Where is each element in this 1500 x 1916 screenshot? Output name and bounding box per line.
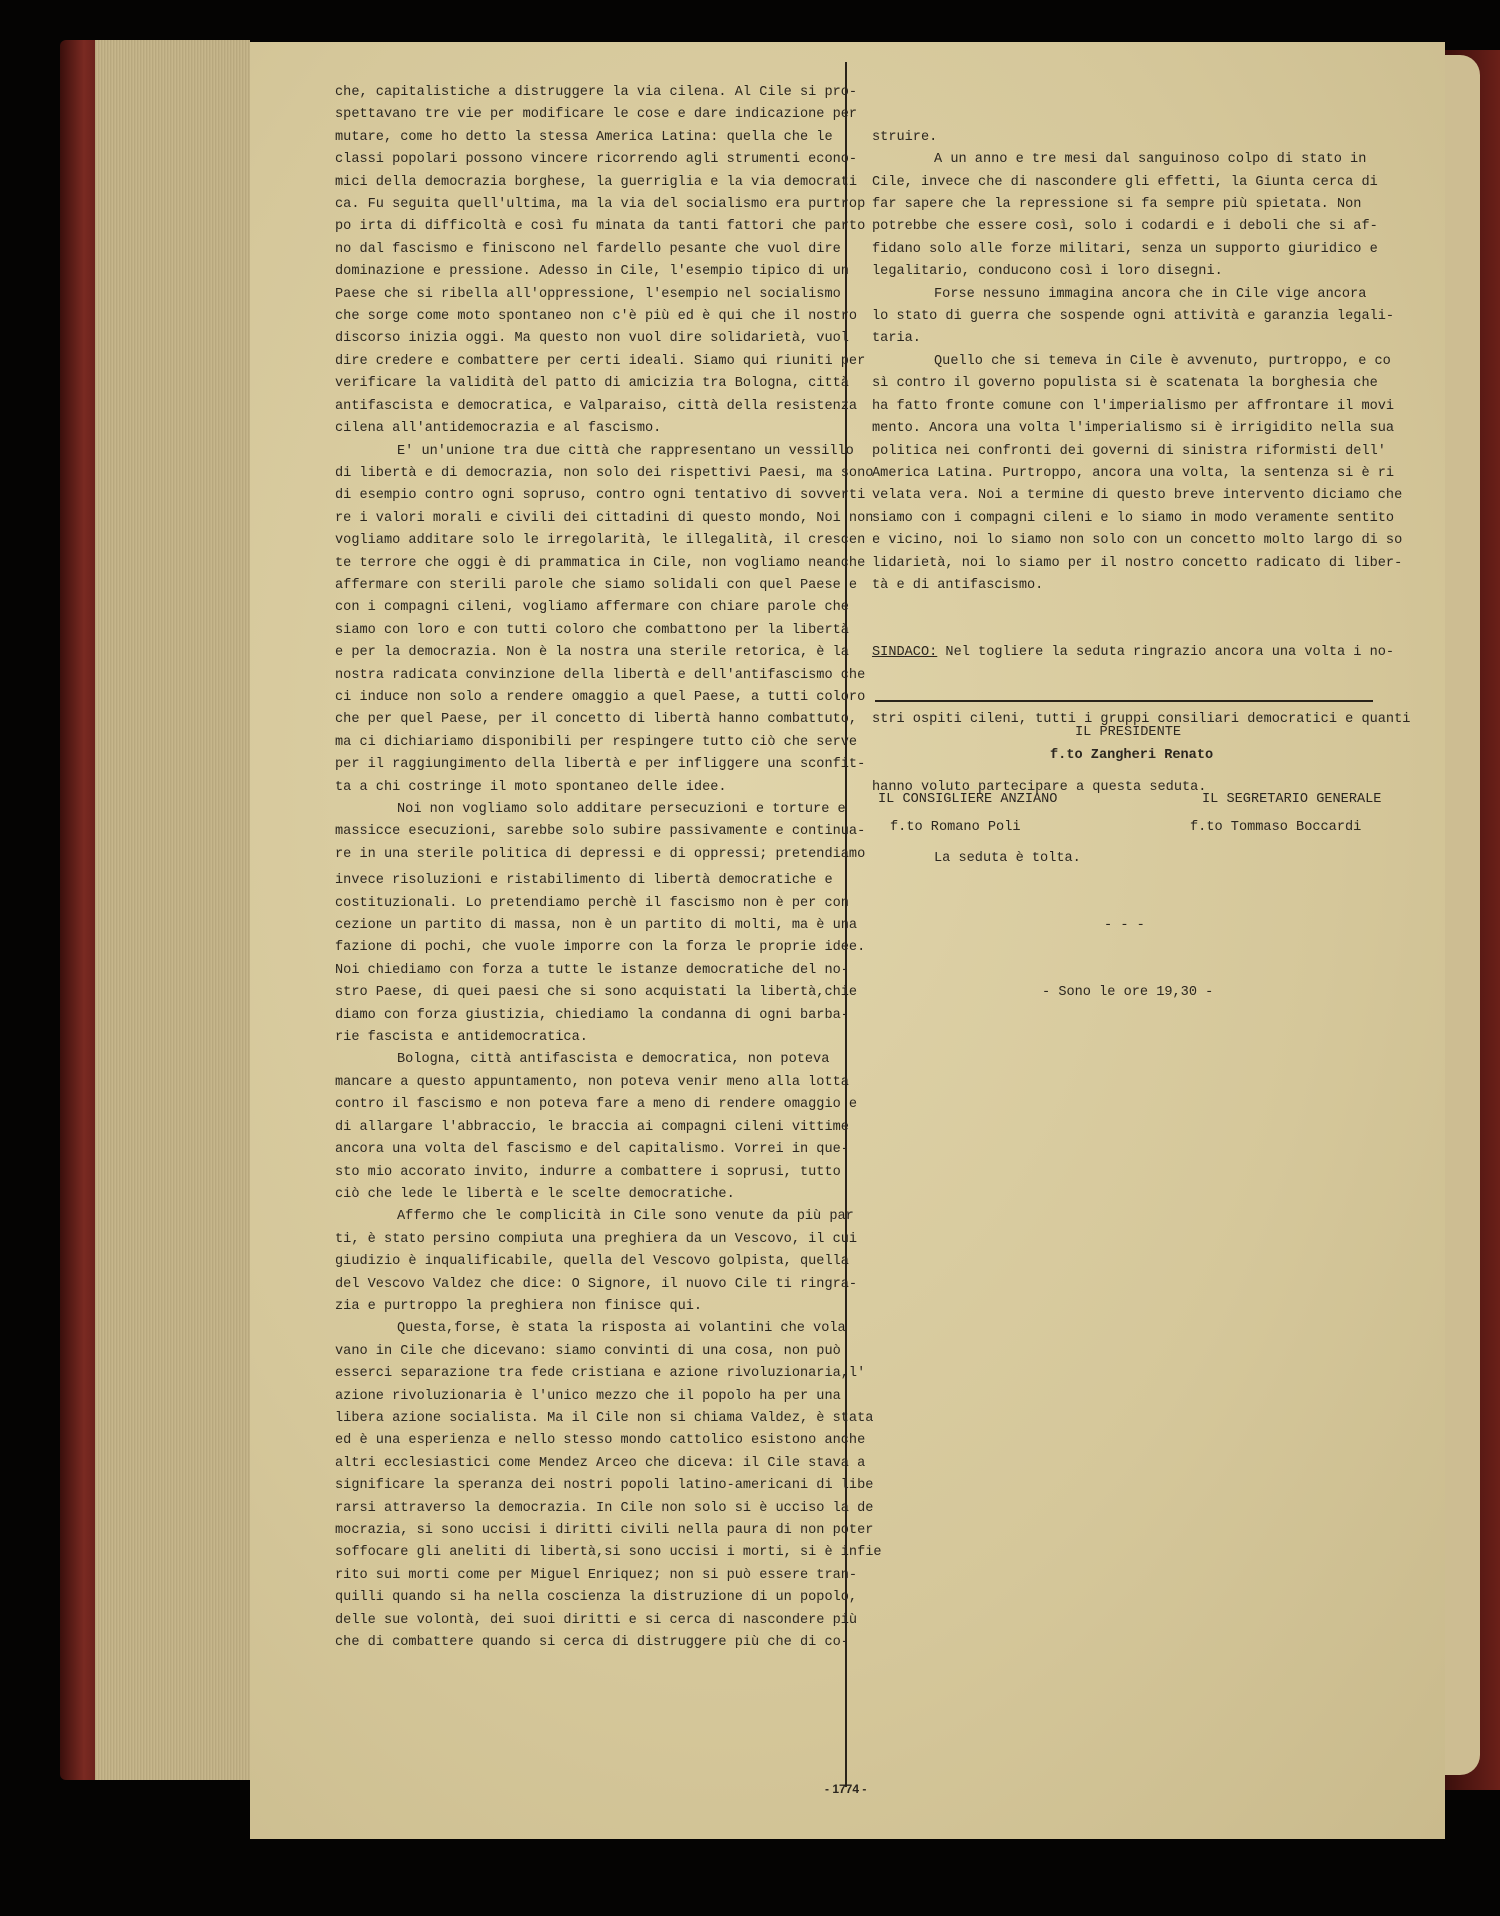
left-text-line: di allargare l'abbraccio, le braccia ai compagni cileni vittime (335, 1119, 849, 1135)
right-text-line: siamo con i compagni cileni e lo siamo in modo veramente sentito (872, 510, 1395, 526)
right-text-line: potrebbe che essere così, solo i codardi e i deboli che si af- (872, 219, 1378, 235)
left-text-line: mancare a questo appuntamento, non poteva venir meno alla lotta (335, 1074, 849, 1090)
left-text-line: Noi non vogliamo solo additare persecuzioni e torture e (397, 802, 846, 817)
left-text-line: libera azione socialista. Ma il Cile non si chiama Valdez, è stata (335, 1410, 874, 1426)
left-text-line: zia e purtroppo la preghiera non finisce qui. (335, 1298, 703, 1314)
right-text-line: mento. Ancora una volta l'imperialismo si è irrigidito nella sua (872, 421, 1395, 437)
left-text-line: esserci separazione tra fede cristiana e azione rivoluzionaria,l' (335, 1366, 866, 1382)
left-text-line: che, capitalistiche a distruggere la via cilena. Al Cile si pro- (335, 85, 858, 100)
right-text-line: lo stato di guerra che sospende ogni attività e garanzia legali- (872, 309, 1395, 325)
left-text-line: altri ecclesiastici come Mendez Arceo che diceva: il Cile stava a (335, 1455, 866, 1471)
right-text-line: Quello che si temeva in Cile è avvenuto, purtroppo, e co (934, 353, 1391, 369)
right-text-line: velata vera. Noi a termine di questo breve intervento diciamo che (872, 488, 1403, 504)
left-text-line: che di combattere quando si cerca di distruggere più che di co- (335, 1635, 849, 1651)
left-text-line: nostra radicata convinzione della libertà e dell'antifascismo che (335, 667, 866, 683)
left-text-line: classi popolari possono vincere ricorrendo agli strumenti econo- (335, 152, 858, 168)
left-text-line: affermare con sterili parole che siamo solidali con quel Paese e (335, 577, 858, 593)
left-text-line: stro Paese, di quei paesi che si sono acquistati la libertà,chie (335, 985, 858, 1001)
segretario-name: f.to Tommaso Boccardi (1190, 820, 1362, 835)
left-text-line: rito sui morti come per Miguel Enriquez; non si può essere tran- (335, 1567, 858, 1583)
left-text-line: re i valori morali e civili dei cittadini di questo mondo, Noi non (335, 510, 874, 526)
left-text-line: per il raggiungimento della libertà e per infliggere una sconfit- (335, 757, 866, 773)
left-text-line: ti, è stato persino compiuta una preghiera da un Vescovo, il cui (335, 1231, 858, 1247)
left-text-line: ed è una esperienza e nello stesso mondo cattolico esistono anche (335, 1433, 866, 1449)
right-text-line: tà e di antifascismo. (872, 577, 1044, 593)
left-text-line: Affermo che le complicità in Cile sono venute da più par (397, 1209, 854, 1225)
sindaco-line-1: Nel togliere la seduta ringrazio ancora una volta i no- (937, 645, 1395, 661)
left-text-line: dominazione e pressione. Adesso in Cile, l'esempio tipico di un (335, 264, 849, 280)
left-text-line: vogliamo additare solo le irregolarità, le illegalità, il crescen (335, 533, 866, 549)
left-text-line: significare la speranza dei nostri popoli latino-americani di libe (335, 1478, 874, 1494)
left-text-line: diamo con forza giustizia, chiediamo la condanna di ogni barba- (335, 1007, 849, 1023)
left-text-line: verificare la validità del patto di amicizia tra Bologna, città (335, 376, 849, 392)
sindaco-line-2: stri ospiti cileni, tutti i gruppi consiliari democratici e quanti (872, 712, 1411, 728)
left-text-line: vano in Cile che dicevano: siamo convinti di una cosa, non può (335, 1343, 841, 1359)
signature-rule (875, 700, 1373, 702)
left-text-line: soffocare gli aneliti di libertà,si sono uccisi i morti, si è infie (335, 1545, 882, 1561)
left-text-line: dire credere e combattere per certi ideali. Siamo qui riuniti per (335, 353, 866, 369)
left-text-line: sto mio accorato invito, indurre a combattere i soprusi, tutto (335, 1164, 841, 1180)
left-text-column (335, 82, 882, 1654)
facing-page-edge (1440, 55, 1480, 1775)
right-text-line: sì contro il governo populista si è scatenata la borghesia che (872, 376, 1378, 392)
left-text-line: ancora una volta del fascismo e del capitalismo. Vorrei in que- (335, 1142, 849, 1158)
dash-separator: - - - (1104, 918, 1145, 934)
left-text-line: con i compagni cileni, vogliamo affermare con chiare parole che (335, 600, 849, 616)
right-text-line: politica nei confronti dei governi di sinistra riformisti dell' (872, 443, 1386, 459)
left-text-line: ma ci dichiariamo disponibili per respingere tutto ciò che serve (335, 734, 858, 750)
left-text-line: discorso inizia oggi. Ma questo non vuol dire solidarietà, vuol (335, 331, 849, 347)
left-text-line: siamo con loro e con tutti coloro che combattono per la libertà (335, 622, 849, 638)
left-text-line: re in una sterile politica di depressi e di oppressi; pretendiamo (335, 846, 866, 862)
left-text-line: antifascista e democratica, e Valparaiso, città della resistenza (335, 398, 858, 414)
left-text-line: ciò che lede le libertà e le scelte democratiche. (335, 1186, 735, 1202)
left-text-line: rarsi attraverso la democrazia. In Cile non solo si è ucciso la de (335, 1500, 874, 1516)
right-text-line: Forse nessuno immagina ancora che in Cile vige ancora (934, 286, 1367, 302)
left-text-line: cilena all'antidemocrazia e al fascismo. (335, 421, 662, 437)
left-text-line: mici della democrazia borghese, la guerriglia e la via democrati (335, 174, 858, 190)
left-text-line: che per quel Paese, per il concetto di libertà hanno combattuto, (335, 712, 858, 728)
left-text-line: mocrazia, si sono uccisi i diritti civili nella paura di non poter (335, 1523, 874, 1538)
left-text-line: contro il fascismo e non poteva fare a meno di rendere omaggio e (335, 1097, 858, 1113)
right-text-line: lidarietà, noi lo siamo per il nostro concetto radicato di liber- (872, 555, 1403, 571)
right-text-line: legalitario, conducono così i loro disegni. (872, 264, 1223, 280)
left-text-line: po irta di difficoltà e così fu minata da tanti fattori che parto (335, 219, 866, 235)
left-text-line: fazione di pochi, che vuole imporre con la forza le proprie idee. (335, 940, 866, 956)
left-text-line: ci induce non solo a rendere omaggio a quel Paese, a tutti coloro (335, 689, 866, 705)
left-text-line: no dal fascismo e finiscono nel fardello pesante che vuol dire (335, 241, 841, 257)
closing-line: La seduta è tolta. (934, 850, 1081, 866)
left-text-line: quilli quando si ha nella coscienza la distruzione di un popolo, (335, 1590, 858, 1606)
left-text-line: del Vescovo Valdez che dice: O Signore, il nuovo Cile ti ringra- (335, 1276, 858, 1292)
sindaco-line-3: hanno voluto partecipare a questa seduta. (872, 779, 1207, 795)
left-text-line: mutare, come ho detto la stessa America Latina: quella che le (335, 129, 833, 145)
left-text-line: costituzionali. Lo pretendiamo perchè il fascismo non è per con (335, 895, 849, 911)
consigliere-title: IL CONSIGLIERE ANZIANO (878, 792, 1058, 807)
left-text-line: Bologna, città antifascista e democratica, non poteva (397, 1052, 830, 1068)
right-text-line: A un anno e tre mesi dal sanguinoso colpo di stato in (934, 152, 1367, 168)
left-text-line: Questa,forse, è stata la risposta ai volantini che vola (397, 1321, 846, 1337)
left-text-line: invece risoluzioni e ristabilimento di libertà democratiche e (335, 873, 833, 889)
right-text-line: America Latina. Purtroppo, ancora una volta, la sentenza si è ri (872, 465, 1395, 481)
right-text-line: ha fatto fronte comune con l'imperialismo per affrontare il movi (872, 398, 1395, 414)
right-text-line: e vicino, noi lo siamo non solo con un concetto molto largo di so (872, 533, 1403, 549)
left-text-line: che sorge come moto spontaneo non c'è più ed è qui che il nostro (335, 309, 858, 325)
consigliere-name: f.to Romano Poli (890, 820, 1021, 835)
left-text-line: cezione un partito di massa, non è un partito di molti, ma è una (335, 918, 858, 934)
left-text-line: di libertà e di democrazia, non solo dei rispettivi Paesi, ma sono (335, 465, 874, 481)
left-text-line: giudizio è inqualificabile, quella del Vescovo golpista, quella (335, 1254, 849, 1270)
right-text-line: fidano solo alle forze militari, senza un supporto giuridico e (872, 241, 1378, 257)
left-text-line: rie fascista e antidemocratica. (335, 1030, 588, 1046)
right-text-line: far sapere che la repressione si fa sempre più spietata. Non (872, 197, 1362, 213)
left-text-line: e per la democrazia. Non è la nostra una sterile retorica, è la (335, 645, 849, 661)
right-text-line: taria. (872, 331, 921, 347)
right-text-line: struire. (872, 129, 938, 145)
page-number: - 1774 - (825, 1782, 867, 1796)
president-title: IL PRESIDENTE (1075, 725, 1182, 740)
right-text-line: Cile, invece che di nascondere gli effetti, la Giunta cerca di (872, 174, 1378, 190)
left-text-line: Paese che si ribella all'oppressione, l'esempio nel socialismo (335, 286, 841, 302)
page-stack-edges (95, 40, 250, 1780)
segretario-title: IL SEGRETARIO GENERALE (1202, 792, 1382, 807)
time-line: - Sono le ore 19,30 - (1042, 985, 1214, 1001)
right-text-column (872, 82, 1411, 1049)
document-page (250, 42, 1445, 1839)
left-text-line: Noi chiediamo con forza a tutte le istanze democratiche del no- (335, 962, 849, 978)
left-text-line: massicce esecuzioni, sarebbe solo subire passivamente e continua- (335, 824, 866, 840)
left-text-line: E' un'unione tra due città che rappresentano un vessillo (397, 443, 854, 459)
left-text-line: spettavano tre vie per modificare le cose e dare indicazione per (335, 107, 858, 123)
president-name: f.to Zangheri Renato (1050, 748, 1214, 763)
left-text-line: ta a chi costringe il moto spontaneo delle idee. (335, 779, 727, 795)
left-text-line: te terrore che oggi è di prammatica in Cile, non vogliamo neanche (335, 555, 866, 571)
sindaco-paragraph (872, 642, 1395, 664)
left-text-line: azione rivoluzionaria è l'unico mezzo che il popolo ha per una (335, 1388, 841, 1404)
left-text-line: di esempio contro ogni sopruso, contro ogni tentativo di sovverti (335, 488, 866, 504)
sindaco-label: SINDACO: (872, 645, 938, 661)
left-text-line: ca. Fu seguita quell'ultima, ma la via del socialismo era purtrop (335, 197, 866, 213)
left-text-line: delle sue volontà, dei suoi diritti e si cerca di nascondere più (335, 1612, 858, 1628)
